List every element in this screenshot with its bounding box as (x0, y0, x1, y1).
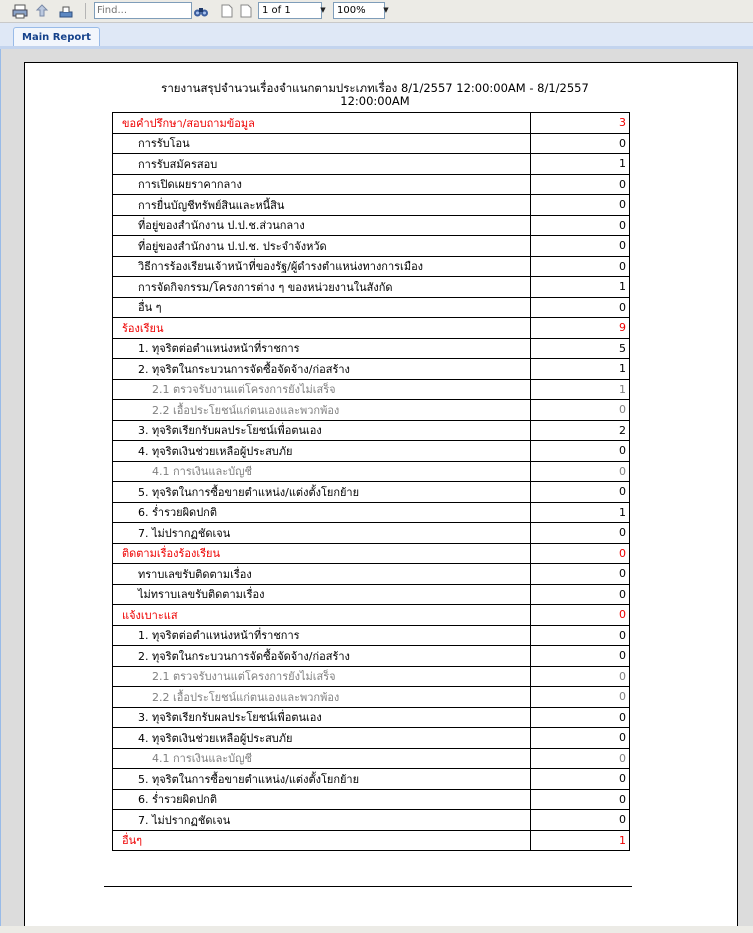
row-count: 0 (531, 707, 630, 728)
row-count: 0 (531, 482, 630, 503)
item-row (113, 584, 630, 605)
row-label: 4.1 การเงินและบัญชี (113, 461, 531, 482)
subitem-row (113, 400, 630, 421)
category-row (113, 543, 630, 564)
tab-strip (0, 23, 753, 47)
row-count: 1 (531, 502, 630, 523)
row-label: การรับโอน (113, 133, 531, 154)
row-count: 0 (531, 687, 630, 708)
row-count: 1 (531, 379, 630, 400)
row-count: 0 (531, 646, 630, 667)
item-row (113, 277, 630, 298)
row-count: 0 (531, 523, 630, 544)
row-count: 0 (531, 215, 630, 236)
report-toolbar (0, 0, 753, 23)
category-row (113, 605, 630, 626)
row-label: 4. ทุจริตเงินช่วยเหลือผู้ประสบภัย (113, 728, 531, 749)
row-label: วิธีการร้องเรียนเจ้าหน้าที่ของรัฐ/ผู้ดำรงตำแหน่งทางการเมือง (113, 256, 531, 277)
item-row (113, 728, 630, 749)
zoom-select[interactable] (333, 2, 385, 19)
toolbar-separator (85, 3, 86, 19)
item-row (113, 625, 630, 646)
item-row (113, 646, 630, 667)
row-count: 0 (531, 400, 630, 421)
item-row (113, 769, 630, 790)
row-label: การยื่นบัญชีทรัพย์สินและหนี้สิน (113, 195, 531, 216)
prev-page-icon[interactable] (238, 3, 254, 19)
row-count: 0 (531, 666, 630, 687)
item-row (113, 502, 630, 523)
item-row (113, 810, 630, 831)
row-count: 0 (531, 461, 630, 482)
find-input[interactable] (94, 2, 192, 19)
row-label: 2.2 เอื้อประโยชน์แก่ตนเองและพวกพ้อง (113, 687, 531, 708)
row-count: 0 (531, 543, 630, 564)
item-row (113, 789, 630, 810)
row-label: 2.1 ตรวจรับงานแต่โครงการยังไม่เสร็จ (113, 666, 531, 687)
row-label: 5. ทุจริตในการซื้อขายตำแหน่ง/แต่งตั้งโยกย้าย (113, 482, 531, 503)
viewer-bottom-edge (0, 926, 753, 933)
row-count: 0 (531, 236, 630, 257)
first-page-icon[interactable] (219, 3, 235, 19)
row-count: 0 (531, 605, 630, 626)
item-row (113, 154, 630, 175)
row-label: การจัดกิจกรรม/โครงการต่าง ๆ ของหน่วยงานในสังกัด (113, 277, 531, 298)
row-count: 1 (531, 277, 630, 298)
find-binoculars-icon[interactable] (193, 3, 209, 19)
row-count: 3 (531, 113, 630, 134)
row-label: 2. ทุจริตในกระบวนการจัดซื้อจัดจ้าง/ก่อสร้าง (113, 359, 531, 380)
item-row (113, 236, 630, 257)
row-label: การเปิดเผยราคากลาง (113, 174, 531, 195)
row-label: 3. ทุจริตเรียกรับผลประโยชน์เพื่อตนเอง (113, 420, 531, 441)
row-label: ที่อยู่ของสำนักงาน ป.ป.ช.ส่วนกลาง (113, 215, 531, 236)
row-label: 5. ทุจริตในการซื้อขายตำแหน่ง/แต่งตั้งโยกย้าย (113, 769, 531, 790)
row-label: 3. ทุจริตเรียกรับผลประโยชน์เพื่อตนเอง (113, 707, 531, 728)
item-row (113, 707, 630, 728)
row-count: 0 (531, 584, 630, 605)
row-label: 7. ไม่ปรากฏชัดเจน (113, 810, 531, 831)
row-label: 1. ทุจริตต่อตำแหน่งหน้าที่ราชการ (113, 338, 531, 359)
row-label: ที่อยู่ของสำนักงาน ป.ป.ช. ประจำจังหวัด (113, 236, 531, 257)
category-row (113, 830, 630, 851)
export-icon[interactable] (34, 3, 50, 19)
row-count: 9 (531, 318, 630, 339)
page-number-input[interactable] (258, 2, 322, 19)
row-label: 6. ร่ำรวยผิดปกติ (113, 502, 531, 523)
row-count: 1 (531, 830, 630, 851)
row-count: 0 (531, 564, 630, 585)
row-count: 0 (531, 256, 630, 277)
item-row (113, 420, 630, 441)
row-count: 0 (531, 133, 630, 154)
row-count: 0 (531, 441, 630, 462)
row-label: 7. ไม่ปรากฏชัดเจน (113, 523, 531, 544)
row-count: 1 (531, 154, 630, 175)
item-row (113, 482, 630, 503)
row-label: อื่น ๆ (113, 297, 531, 318)
item-row (113, 133, 630, 154)
row-count: 0 (531, 625, 630, 646)
row-count: 0 (531, 789, 630, 810)
report-table (112, 112, 630, 851)
item-row (113, 523, 630, 544)
page-dropdown-arrow-icon[interactable]: ▼ (320, 6, 326, 14)
item-row (113, 174, 630, 195)
row-label: 4. ทุจริตเงินช่วยเหลือผู้ประสบภัย (113, 441, 531, 462)
print-icon[interactable] (12, 3, 28, 19)
row-count: 1 (531, 359, 630, 380)
row-count: 0 (531, 195, 630, 216)
tab-main-report[interactable]: Main Report (13, 27, 100, 47)
row-count: 0 (531, 174, 630, 195)
row-label: แจ้งเบาะแส (113, 605, 531, 626)
category-row (113, 318, 630, 339)
row-label: ทราบเลขรับติดตามเรื่อง (113, 564, 531, 585)
report-title: รายงานสรุปจำนวนเรื่องจำแนกตามประเภทเรื่อง 8/1/2557 12:00:00AM - 8/1/2557 12:00:00AM (161, 81, 589, 108)
item-row (113, 215, 630, 236)
row-count: 0 (531, 748, 630, 769)
row-label: การรับสมัครสอบ (113, 154, 531, 175)
row-count: 0 (531, 728, 630, 749)
category-row (113, 113, 630, 134)
row-count: 0 (531, 810, 630, 831)
subitem-row (113, 666, 630, 687)
zoom-dropdown-arrow-icon[interactable]: ▼ (383, 6, 389, 14)
row-count: 0 (531, 769, 630, 790)
item-row (113, 359, 630, 380)
row-count: 0 (531, 297, 630, 318)
row-label: 2.1 ตรวจรับงานแต่โครงการยังไม่เสร็จ (113, 379, 531, 400)
row-label: 1. ทุจริตต่อตำแหน่งหน้าที่ราชการ (113, 625, 531, 646)
item-row (113, 441, 630, 462)
subitem-row (113, 379, 630, 400)
subitem-row (113, 461, 630, 482)
subitem-row (113, 687, 630, 708)
report-bottom-rule (104, 886, 632, 887)
row-label: ร้องเรียน (113, 318, 531, 339)
subitem-row (113, 748, 630, 769)
item-row (113, 297, 630, 318)
row-label: ไม่ทราบเลขรับติดตามเรื่อง (113, 584, 531, 605)
row-label: ขอคำปรึกษา/สอบถามข้อมูล (113, 113, 531, 134)
item-row (113, 564, 630, 585)
row-label: 2. ทุจริตในกระบวนการจัดซื้อจัดจ้าง/ก่อสร้าง (113, 646, 531, 667)
row-label: 2.2 เอื้อประโยชน์แก่ตนเองและพวกพ้อง (113, 400, 531, 421)
item-row (113, 256, 630, 277)
print-setup-icon[interactable] (58, 3, 74, 19)
row-label: อื่นๆ (113, 830, 531, 851)
row-count: 2 (531, 420, 630, 441)
row-label: 6. ร่ำรวยผิดปกติ (113, 789, 531, 810)
row-count: 5 (531, 338, 630, 359)
row-label: ติดตามเรื่องร้องเรียน (113, 543, 531, 564)
item-row (113, 195, 630, 216)
item-row (113, 338, 630, 359)
row-label: 4.1 การเงินและบัญชี (113, 748, 531, 769)
